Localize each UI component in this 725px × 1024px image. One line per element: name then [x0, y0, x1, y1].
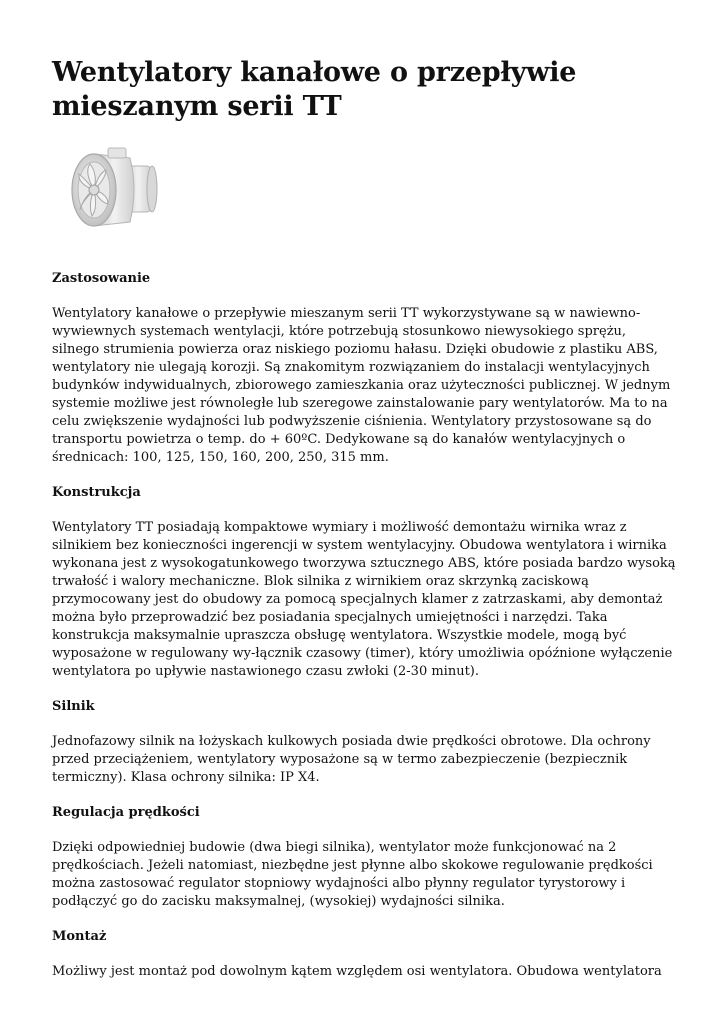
section-heading-regulacja: Regulacja prędkości	[52, 805, 200, 820]
section-heading-konstrukcja: Konstrukcja	[52, 485, 141, 500]
section-heading-montaz: Montaż	[52, 929, 107, 944]
section-text-regulacja: Dzięki odpowiedniej budowie (dwa biegi silnika), wentylator może funkcjonować na 2 prędkościach. Jeżeli natomiast, niezbędne jest płynne albo skokowe regulowanie prędkości można zastosować regulator stopniowy wydajności albo płynny regulator tyrystorowy i podłączyć go do zacisku maksymalnej, (wysokiej) wydajności silnika.	[52, 840, 653, 909]
page-title: Wentylatory kanałowe o przepływie mieszanym serii TT	[52, 57, 577, 122]
section-text-silnik: Jednofazowy silnik na łożyskach kulkowych posiada dwie prędkości obrotowe. Dla ochrony przed przeciążeniem, wentylatory wyposażone są w termo zabezpieczenie (bezpiecznik termiczny). Klasa ochrony silnika: IP X4.	[52, 734, 651, 785]
section-heading-zastosowanie: Zastosowanie	[52, 271, 151, 286]
section-text-konstrukcja: Wentylatory TT posiadają kompaktowe wymiary i możliwość demontażu wirnika wraz z silnikiem bez konieczności ingerencji w system wentylacyjny. Obudowa wentylatora i wirnika wykonana jest z wysokogatunkowego tworzywa sztucznego ABS, które posiada bardzo wysoką trwałość i walory mechaniczne. Blok silnika z wirnikiem oraz skrzynką zaciskową przymocowany jest do obudowy za pomocą specjalnych klamer z zatrzaskami, aby demontaż można było przeprowadzić bez posiadania specjalnych umiejętności i narzędzi. Taka konstrukcja maksymalnie upraszcza obsługę wentylatora. Wszystkie modele, mogą być wyposażone w regulowany wy-łącznik czasowy (timer), który umożliwia opóźnione wyłączenie wentylatora po upływie nastawionego czasu zwłoki (2-30 minut).	[52, 520, 676, 679]
duct-fan-icon	[64, 144, 162, 236]
product-image	[64, 144, 162, 236]
document-page	[52, 56, 676, 981]
section-heading-silnik: Silnik	[52, 699, 95, 714]
section-text-montaz: Możliwy jest montaż pod dowolnym kątem względem osi wentylatora. Obudowa wentylatora	[52, 964, 662, 979]
section-text-zastosowanie: Wentylatory kanałowe o przepływie mieszanym serii TT wykorzystywane są w nawiewno-wywiewnych systemach wentylacji, które potrzebują stosunkowo niewysokiego sprężu, silnego strumienia powierza oraz niskiego poziomu hałasu. Dzięki obudowie z plastiku ABS, wentylatory nie ulegają korozji. Są znakomitym rozwiązaniem do instalacji wentylacyjnych budynków indywidualnych, zbiorowego zamieszkania oraz użyteczności publicznej. W jednym systemie możliwe jest równoległe lub szeregowe zainstalowanie pary wentylatorów. Ma to na celu zwiększenie wydajności lub podwyższenie ciśnienia. Wentylatory przystosowane są do transportu powietrza o temp. do + 60ºC. Dedykowane są do kanałów wentylacyjnych o średnicach: 100, 125, 150, 160, 200, 250, 315 mm.	[52, 306, 671, 465]
